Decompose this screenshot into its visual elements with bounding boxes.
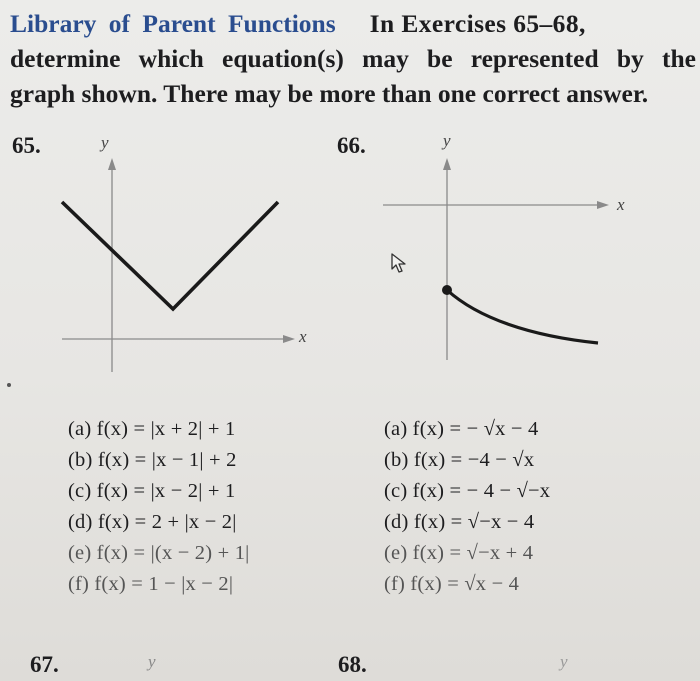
ex65-options (68, 414, 249, 600)
ex65-option-f: (f) f(x) = 1 − |x − 2| (68, 573, 234, 595)
ex65-option-b: (b) f(x) = |x − 1| + 2 (68, 449, 237, 471)
ex65-x-axis-label: x (299, 327, 307, 346)
ex66-options (384, 414, 550, 600)
section-title: Library of Parent Functions (10, 9, 336, 38)
ex66-option-b: (b) f(x) = −4 − √x (384, 449, 535, 471)
ex66-option-d: (d) f(x) = √−x − 4 (384, 511, 535, 533)
instructions-line-2: determine which equation(s) may be represented by the (10, 44, 696, 73)
ex65-option-a: (a) f(x) = |x + 2| + 1 (68, 418, 236, 440)
ex66-y-axis-label: y (443, 131, 451, 150)
ex66-x-axis-label: x (617, 195, 625, 214)
ex66-option-f: (f) f(x) = √x − 4 (384, 573, 520, 595)
ex65-option-c: (c) f(x) = |x − 2| + 1 (68, 480, 236, 502)
ex65-y-axis-label: y (101, 133, 109, 152)
exercise-65-number: 65. (12, 133, 41, 158)
stray-mark (7, 383, 11, 387)
exercise-67-number: 67. (30, 652, 59, 677)
exercise-66-number: 66. (337, 133, 366, 158)
exercise-68-number: 68. (338, 652, 367, 677)
exercise-range: In Exercises 65–68, (369, 9, 586, 38)
ex66-option-e: (e) f(x) = √−x + 4 (384, 542, 534, 564)
mouse-cursor-icon (390, 252, 410, 274)
ex66-option-a: (a) f(x) = − √x − 4 (384, 418, 539, 440)
ex65-option-e: (e) f(x) = |(x − 2) + 1| (68, 542, 250, 564)
ex67-y-axis-label: y (148, 652, 156, 671)
instructions-line-3: graph shown. There may be more than one correct answer. (10, 79, 649, 108)
ex65-option-d: (d) f(x) = 2 + |x − 2| (68, 511, 237, 533)
ex68-y-axis-label: y (560, 652, 568, 671)
ex66-option-c: (c) f(x) = − 4 − √−x (384, 480, 551, 502)
